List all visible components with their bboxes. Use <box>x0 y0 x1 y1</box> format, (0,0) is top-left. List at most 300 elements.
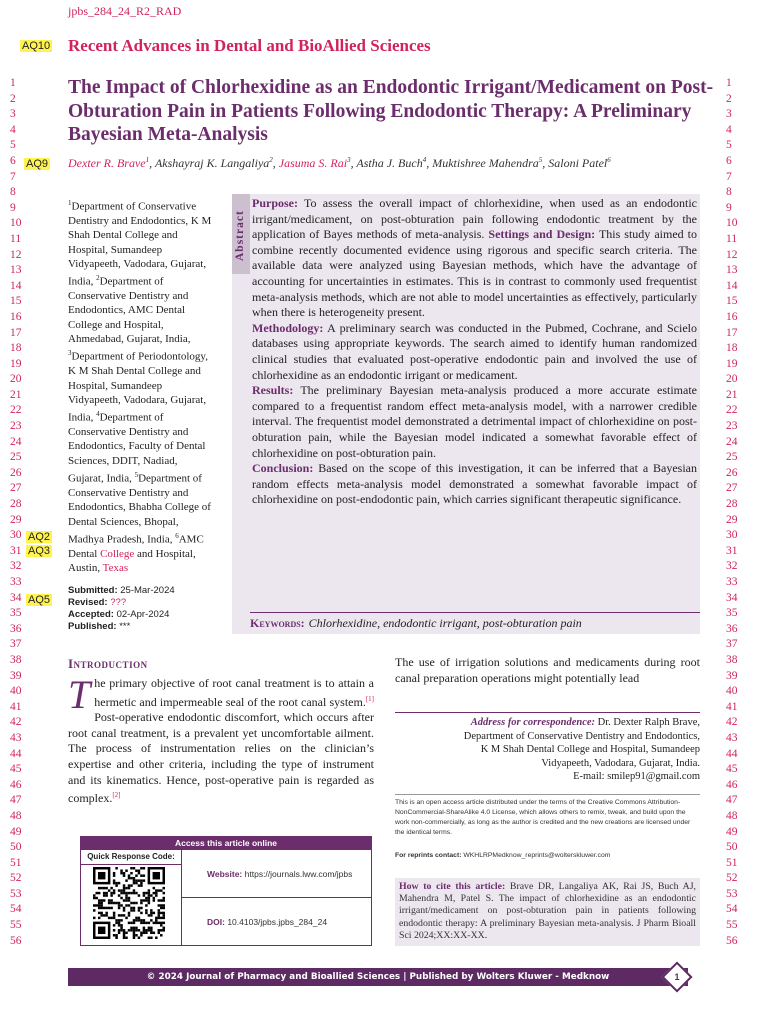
license-text: This is an open access article distributed under the terms of the Creative Commons Attribution-NonCommercial-ShareAlike 4.0 License, which allows others to remix, tweak, and build upon the work non-commercially, as long as the author is credited and the new creations are licensed under the identical terms. <box>395 794 700 838</box>
line-number: 35 <box>726 607 738 620</box>
line-number: 23 <box>726 420 738 433</box>
qr-module <box>158 904 160 906</box>
qr-module <box>153 922 155 924</box>
qr-module <box>100 904 102 906</box>
conclusion-text: Based on the scope of this investigation, it can be inferred that a Bayesian random effects meta-analysis model demonstrated a somewhat favorable impact of chlorhexidine on post-endodontic pain, which carries significant therapeutic significance. <box>252 461 697 507</box>
author-4-sup: 4 <box>422 156 427 164</box>
line-number: 54 <box>10 903 22 916</box>
purpose-text: To assess the overall impact of chlorhexidine, when used as an endodontic irrigant/medicament, on post-obturation pain following endodontic treatment by the application of Bayes methods of meta-analysis. <box>252 196 697 242</box>
qr-module <box>133 877 135 879</box>
line-number: 46 <box>10 778 22 791</box>
qr-module <box>115 922 117 924</box>
qr-module <box>160 929 162 931</box>
qr-module <box>113 924 115 926</box>
qr-module <box>128 912 130 914</box>
line-number: 24 <box>10 435 22 448</box>
website-line <box>207 869 352 879</box>
line-number: 36 <box>726 622 738 635</box>
line-number: 3 <box>10 108 16 121</box>
qr-module <box>100 887 102 889</box>
submitted-date: 25-Mar-2024 <box>120 585 175 596</box>
qr-label: Quick Response Code: <box>81 850 181 865</box>
qr-finder <box>98 927 105 934</box>
dropcap-letter: T <box>68 672 91 717</box>
correspondence-line4: Vidyapeeth, Vadodara, Gujarat, India. <box>541 757 700 769</box>
author-list: Dexter R. Brave$^1$, Akshayraj K. Langaliya$^2$, Jasuma S. Rai$^3$, Astha J. Buch$^4$, Muktishree Mahendra$^5$, Saloni Patel$^6$ <box>68 156 611 170</box>
qr-module <box>123 884 125 886</box>
line-number: 23 <box>10 420 22 433</box>
qr-module <box>158 909 160 911</box>
author-query-aq10[interactable]: AQ10 <box>22 40 51 52</box>
line-number: 44 <box>10 747 22 760</box>
line-number: 56 <box>10 934 22 947</box>
qr-module <box>163 904 165 906</box>
qr-module <box>110 887 112 889</box>
ref-1[interactable]: [1] <box>365 694 374 703</box>
qr-module <box>163 899 165 901</box>
affiliation-2: Department of Conservative Dentistry and Endodontics, AMC Dental College and Hospital, Ahmedabad, Gujarat, India, <box>68 275 191 345</box>
qr-module <box>125 887 127 889</box>
line-number: 46 <box>726 778 738 791</box>
qr-module <box>138 884 140 886</box>
qr-module <box>143 929 145 931</box>
qr-module <box>125 932 127 934</box>
qr-module <box>118 929 120 931</box>
author-1: Dexter R. Brave <box>68 156 146 170</box>
qr-module <box>143 932 145 934</box>
qr-module <box>118 889 120 891</box>
qr-module <box>123 872 125 874</box>
line-number: 15 <box>10 295 22 308</box>
line-number: 29 <box>726 513 738 526</box>
author-5: Muktishree Mahendra <box>432 156 539 170</box>
article-title: The Impact of Chlorhexidine as an Endodontic Irrigant/Medicament on Post-Obturation Pain in Patients Following Endodontic Therapy: A Preliminary Bayesian Meta-Analysis <box>68 77 714 145</box>
line-number: 16 <box>10 310 22 323</box>
qr-module <box>143 874 145 876</box>
line-number: 1 <box>10 77 16 89</box>
qr-module <box>163 897 165 899</box>
qr-module <box>125 894 127 896</box>
cite-label: How to cite this article: <box>399 881 506 892</box>
qr-module <box>140 882 142 884</box>
author-2: Akshayraj K. Langaliya <box>154 156 270 170</box>
qr-module <box>145 922 147 924</box>
qr-module <box>125 897 127 899</box>
keywords-value: Chlorhexidine, endodontic irrigant, post-obturation pain <box>308 616 582 630</box>
qr-module <box>110 899 112 901</box>
qr-module <box>113 879 115 881</box>
qr-module <box>138 909 140 911</box>
qr-module <box>140 902 142 904</box>
qr-module <box>150 909 152 911</box>
qr-module <box>93 909 95 911</box>
qr-module <box>113 917 115 919</box>
qr-module <box>113 892 115 894</box>
line-number: 49 <box>10 825 22 838</box>
qr-module <box>133 879 135 881</box>
qr-module <box>135 874 137 876</box>
qr-module <box>140 884 142 886</box>
qr-module <box>110 892 112 894</box>
qr-module <box>128 922 130 924</box>
qr-module <box>115 867 117 869</box>
right-column-text: The use of irrigation solutions and medicaments during root canal preparation operations might potentially lead <box>395 655 700 685</box>
line-number: 43 <box>10 731 22 744</box>
reprints-label: For reprints contact: <box>395 852 462 859</box>
qr-module <box>118 914 120 916</box>
qr-module <box>133 909 135 911</box>
qr-module <box>120 872 122 874</box>
ref-2[interactable]: [2] <box>112 791 121 800</box>
line-number: 50 <box>10 841 22 854</box>
line-number: 34 <box>726 591 738 604</box>
line-number: 10 <box>726 217 738 230</box>
qr-module <box>110 907 112 909</box>
author-query-aq2[interactable]: AQ2 <box>28 531 51 543</box>
qr-module <box>120 919 122 921</box>
author-2-sup: 2 <box>269 156 273 164</box>
qr-module <box>158 929 160 931</box>
qr-module <box>160 922 162 924</box>
introduction-text <box>68 672 374 807</box>
qr-module <box>118 907 120 909</box>
line-number: 17 <box>726 326 738 339</box>
qr-module <box>155 917 157 919</box>
qr-module <box>163 914 165 916</box>
qr-module <box>145 912 147 914</box>
qr-module <box>100 912 102 914</box>
article-dates <box>68 585 228 633</box>
qr-module <box>155 922 157 924</box>
qr-module <box>118 922 120 924</box>
revised-date: ??? <box>110 597 127 608</box>
methodology-heading: Methodology: <box>252 320 324 335</box>
line-number: 51 <box>726 856 738 869</box>
qr-module <box>153 897 155 899</box>
qr-module <box>158 922 160 924</box>
line-number: 2 <box>10 92 16 105</box>
author-query-aq9[interactable]: AQ9 <box>26 158 49 170</box>
qr-module <box>113 934 115 936</box>
qr-module <box>145 909 147 911</box>
qr-module <box>123 929 125 931</box>
qr-module <box>130 884 132 886</box>
line-number: 45 <box>726 763 738 776</box>
qr-module <box>135 934 137 936</box>
qr-module <box>103 894 105 896</box>
qr-module <box>143 899 145 901</box>
results-heading: Results: <box>252 383 294 398</box>
qr-module <box>133 934 135 936</box>
qr-module <box>135 902 137 904</box>
qr-module <box>125 899 127 901</box>
qr-module <box>113 902 115 904</box>
qr-module <box>118 902 120 904</box>
qr-module <box>100 914 102 916</box>
manuscript-code: jpbs_284_24_R2_RAD <box>68 4 182 18</box>
reprints-contact <box>395 852 700 859</box>
qr-module <box>93 894 95 896</box>
qr-module <box>113 874 115 876</box>
line-number: 31 <box>10 544 22 557</box>
author-6-sup: 6 <box>607 156 611 164</box>
line-number: 4 <box>726 123 732 136</box>
line-number: 33 <box>10 576 22 588</box>
qr-module <box>93 897 95 899</box>
qr-module <box>133 902 135 904</box>
line-number: 18 <box>726 342 738 355</box>
qr-module <box>113 889 115 891</box>
line-number: 38 <box>726 653 738 666</box>
qr-module <box>130 922 132 924</box>
qr-module <box>143 922 145 924</box>
line-number: 9 <box>10 201 16 214</box>
correspondence-line2: Department of Conservative Dentistry and Endodontics, <box>463 730 700 742</box>
qr-module <box>150 912 152 914</box>
keywords-bar <box>250 612 700 633</box>
qr-module <box>133 867 135 869</box>
qr-module <box>115 884 117 886</box>
qr-module <box>148 937 150 939</box>
qr-module <box>103 892 105 894</box>
qr-module <box>158 899 160 901</box>
qr-module <box>135 882 137 884</box>
qr-module <box>138 929 140 931</box>
line-number: 13 <box>726 264 738 277</box>
qr-module <box>125 937 127 939</box>
affiliation-3: Department of Periodontology, K M Shah Dental College and Hospital, Sumandeep Vidyapeeth, Vadodara, Gujarat, India, <box>68 350 208 424</box>
qr-module <box>163 892 165 894</box>
line-number: 37 <box>10 638 22 651</box>
doi-link[interactable]: 10.4103/jpbs.jpbs_284_24 <box>224 917 328 927</box>
line-number: 48 <box>10 809 22 822</box>
abstract-text <box>252 196 697 508</box>
qr-module <box>110 902 112 904</box>
qr-module <box>118 924 120 926</box>
qr-module <box>108 899 110 901</box>
accepted-label: Accepted: <box>68 609 114 620</box>
qr-module <box>138 919 140 921</box>
line-number: 27 <box>10 482 22 495</box>
author-3-sup: 3 <box>347 156 351 164</box>
line-number: 14 <box>726 279 738 292</box>
line-number: 56 <box>726 934 738 947</box>
line-number: 19 <box>726 357 738 370</box>
access-online-box <box>80 836 372 946</box>
qr-module <box>163 887 165 889</box>
qr-module <box>120 869 122 871</box>
author-1-sup: 1 <box>145 156 150 164</box>
line-number: 16 <box>726 310 738 323</box>
qr-module <box>145 904 147 906</box>
line-number: 30 <box>726 529 738 542</box>
accepted-date: 02-Apr-2024 <box>116 609 170 620</box>
qr-module <box>98 912 100 914</box>
line-number: 7 <box>10 170 16 183</box>
qr-module <box>128 929 130 931</box>
qr-module <box>125 892 127 894</box>
line-number: 51 <box>10 856 22 869</box>
website-label: Website: <box>207 869 243 879</box>
qr-module <box>125 904 127 906</box>
line-number: 25 <box>726 451 738 464</box>
line-number: 52 <box>10 872 22 885</box>
qr-module <box>153 899 155 901</box>
qr-module <box>148 894 150 896</box>
qr-module <box>135 869 137 871</box>
line-number: 39 <box>726 669 738 682</box>
qr-module <box>108 917 110 919</box>
qr-finder <box>153 872 160 879</box>
qr-module <box>133 927 135 929</box>
design-heading: Settings and Design: <box>488 227 596 242</box>
qr-module <box>120 924 122 926</box>
line-numbers-left <box>10 76 32 949</box>
qr-module <box>135 892 137 894</box>
correspondence-email[interactable]: E-mail: smilep91@gmail.com <box>573 771 700 782</box>
qr-module <box>160 907 162 909</box>
qr-module <box>158 912 160 914</box>
qr-module <box>128 877 130 879</box>
design-text: This study aimed to combine recently documented evidence using rigorous and specific search criteria. The available data were analyzed using Bayesian methods, which have the advantage of accounting for uncertainties in estimates. This is in contrast to commonly used frequentist meta-analysis methods, which are not able to model uncertainties as effectively, particularly when there is heterogeneity present. <box>252 227 697 320</box>
keywords-label: Keywords: <box>250 616 305 630</box>
affiliation-6b: College <box>100 547 135 560</box>
qr-module <box>130 872 132 874</box>
qr-module <box>123 934 125 936</box>
page-number: 1 <box>674 972 680 982</box>
qr-module <box>145 932 147 934</box>
author-query-aq5[interactable]: AQ5 <box>28 594 51 606</box>
line-number: 22 <box>10 404 22 417</box>
qr-module <box>143 927 145 929</box>
qr-module <box>123 892 125 894</box>
line-number: 34 <box>10 591 22 604</box>
footer-bar: © 2024 Journal of Pharmacy and Bioallied Sciences | Published by Wolters Kluwer - Medknow <box>68 968 688 986</box>
qr-finder <box>98 872 105 879</box>
author-query-aq3[interactable]: AQ3 <box>28 545 51 557</box>
qr-module <box>123 907 125 909</box>
qr-module <box>98 907 100 909</box>
line-number: 25 <box>10 451 22 464</box>
line-number: 5 <box>726 139 732 152</box>
introduction-heading: Introduction <box>68 656 148 671</box>
qr-module <box>123 937 125 939</box>
line-number: 47 <box>726 794 738 807</box>
qr-module <box>128 904 130 906</box>
qr-module <box>105 912 107 914</box>
qr-module <box>93 904 95 906</box>
journal-section-title: Recent Advances in Dental and BioAllied Sciences <box>68 36 431 55</box>
line-numbers-right <box>726 76 748 949</box>
qr-module <box>150 937 152 939</box>
qr-module <box>158 932 160 934</box>
qr-module <box>138 937 140 939</box>
affiliation-5: Department of Conservative Dentistry and Endodontics, Bhabha College of Dental Sciences, Bhopal, Madhya Pradesh, India, <box>68 472 211 546</box>
author-6: Saloni Patel <box>548 156 608 170</box>
published-date: *** <box>119 621 131 632</box>
line-number: 22 <box>726 404 738 417</box>
qr-module <box>115 902 117 904</box>
qr-module <box>148 897 150 899</box>
line-number: 38 <box>10 653 22 666</box>
qr-module <box>158 889 160 891</box>
qr-module <box>160 889 162 891</box>
line-number: 11 <box>726 232 738 245</box>
line-number: 33 <box>726 576 738 588</box>
line-number: 21 <box>726 388 738 401</box>
author-5-sup: 5 <box>538 156 543 164</box>
submitted-label: Submitted: <box>68 585 118 596</box>
line-number: 18 <box>10 342 22 355</box>
line-number: 53 <box>10 887 22 900</box>
line-number: 15 <box>726 295 738 308</box>
qr-module <box>145 897 147 899</box>
line-number: 17 <box>10 326 22 339</box>
results-text: The preliminary Bayesian meta-analysis produced a more accurate estimate compared to a frequentist random effect meta-analysis model, with a narrower credible interval. The frequentist model demonstrated a detrimental impact of chlorhexidine on post-obturation pain, while the Bayesian model indicated a somewhat favorable effect of chlorhexidine on post-obturation pain. <box>252 383 697 460</box>
line-number: 36 <box>10 622 22 635</box>
line-number: 13 <box>10 264 22 277</box>
qr-module <box>123 932 125 934</box>
qr-module <box>130 929 132 931</box>
qr-module <box>125 869 127 871</box>
line-number: 49 <box>726 825 738 838</box>
author-3: Jasuma S. Rai <box>278 156 348 170</box>
qr-module <box>150 929 152 931</box>
qr-module <box>130 927 132 929</box>
website-link[interactable]: https://journals.lww.com/jpbs <box>242 869 353 879</box>
qr-module <box>98 917 100 919</box>
qr-module <box>100 899 102 901</box>
line-number: 55 <box>10 919 22 932</box>
qr-module <box>155 894 157 896</box>
line-number: 27 <box>726 482 738 495</box>
purpose-heading: Purpose: <box>252 196 298 210</box>
qr-module <box>130 877 132 879</box>
line-number: 40 <box>726 685 738 698</box>
qr-module <box>153 887 155 889</box>
qr-module <box>130 902 132 904</box>
qr-module <box>105 887 107 889</box>
qr-module <box>115 882 117 884</box>
reprints-email[interactable]: WKHLRPMedknow_reprints@wolterskluwer.com <box>461 852 611 859</box>
line-number: 55 <box>726 919 738 932</box>
qr-module <box>130 909 132 911</box>
qr-module <box>150 919 152 921</box>
intro-para-b: Post-operative endodontic discomfort, which occurs after root canal treatment, is a prevalent yet uncomfortable ailment. The process of instrumentation relies on the clinician’s expertise and other criteria, including the type of instrument and its kinematics. Hence, post-operative pain is regarded as complex. <box>68 710 374 806</box>
qr-module <box>150 927 152 929</box>
qr-module <box>128 897 130 899</box>
qr-module <box>145 892 147 894</box>
citation-box <box>395 878 700 946</box>
qr-module <box>155 937 157 939</box>
doi-label: DOI: <box>207 917 225 927</box>
correspondence-block <box>395 712 700 784</box>
qr-module <box>150 914 152 916</box>
line-number: 32 <box>10 560 22 573</box>
qr-module <box>158 914 160 916</box>
qr-module <box>140 899 142 901</box>
line-number: 1 <box>726 77 732 89</box>
line-number: 24 <box>726 435 738 448</box>
line-number: 19 <box>10 357 22 370</box>
qr-code-icon[interactable] <box>93 867 165 939</box>
qr-module <box>148 922 150 924</box>
qr-module <box>140 934 142 936</box>
qr-module <box>93 917 95 919</box>
qr-module <box>140 867 142 869</box>
qr-module <box>123 914 125 916</box>
qr-module <box>148 914 150 916</box>
